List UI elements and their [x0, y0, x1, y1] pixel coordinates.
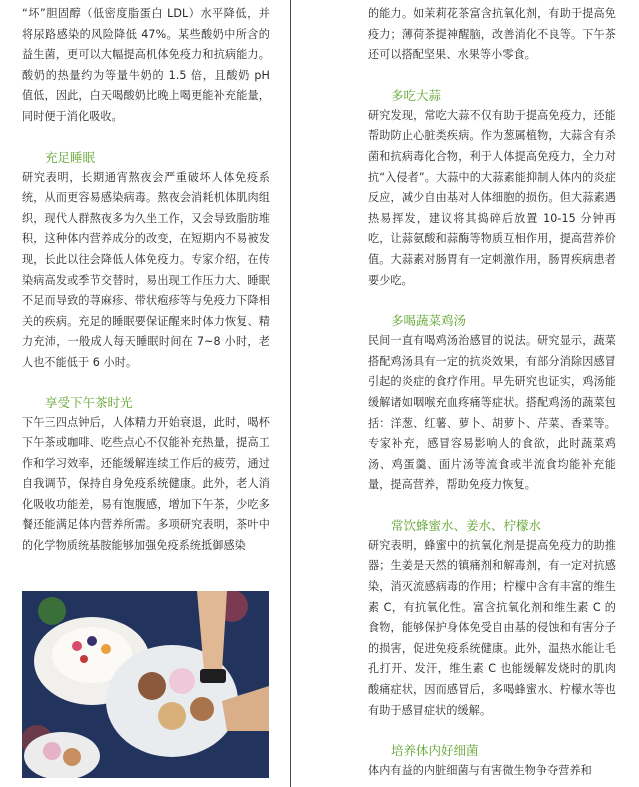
- garlic-paragraph: 研究发现，常吃大蒜不仅有助于提高免疫力，还能帮助防止心脏类疾病。作为葱属植物，大蒜含有杀菌和抗病毒化合物，利于人体提高免疫力，全力对抗“入侵者”。大蒜中的大蒜素能抑制人体内的炎症反应，减少自由基对人体细胞的损伤。但大蒜素遇热易挥发，建议将其捣碎后放置 10-15 分钟再吃，让蒜氨酸和蒜酶等物质互相作用，提高营养价值。大蒜素对肠胃有一定刺激作用，肠胃疾病患者要少吃。: [368, 108, 616, 287]
- section-heading-garlic: 多吃大蒜: [391, 87, 442, 103]
- section-heading-tea: 享受下午茶时光: [45, 394, 133, 410]
- section-heading-soup: 多喝蔬菜鸡汤: [391, 313, 467, 329]
- bacteria-paragraph: 体内有益的内脏细菌与有害微生物争夺营养和: [368, 764, 592, 778]
- left-column: [22, 0, 270, 557]
- tea-paragraph-continued: 的能力。如茉莉花茶富含抗氧化剂，有助于提高免疫力；薄荷茶提神醒脑，改善消化不良等。下午茶还可以搭配坚果、水果等小零食。: [368, 7, 616, 62]
- sleep-paragraph: 研究表明，长期通宵熬夜会严重破坏人体免疫系统，从而更容易感染病毒。熬夜会消耗机体肌肉组织，现代人群熬夜多为久坐工作，又会导致脂肪堆积，这种体内营养成分的改变，在短期内不易被发现，长此以往会降低人体免疫力。专家介绍，在传染病高发或季节交替时，易出现工作压力大、睡眠不足而导致的荨麻疹、带状疱疹等与免疫力下降相关的疾病。充足的睡眠要保证醒来时体力恢复、精力充沛，一般成人每天睡眠时间在 7~8 小时，老人也不能低于 6 小时。: [22, 170, 270, 369]
- section-heading-sleep: 充足睡眠: [45, 149, 96, 165]
- tea-paragraph: 下午三四点钟后，人体精力开始衰退，此时，喝杯下午茶或咖啡、吃些点心不仅能补充热量，提高工作和学习效率，还能缓解连续工作后的疲劳，通过自我调节，保持自身免疫系统健康。此外，老人消化吸收功能差，易有饱腹感，增加下午茶，少吃多餐还能满足体内营养所需。多项研究表明，茶叶中的化学物质统基胺能够加强免疫系统抵御感染: [22, 415, 270, 553]
- intro-paragraph: “坏”胆固醇（低密度脂蛋白 LDL）水平降低，并将尿路感染的风险降低 47%。某些酸奶中所含的益生菌，更可以大幅提高机体免疫力和抗病能力。酸奶的热量约为等量牛奶的 1.5 倍，且酸奶 pH 值低，因此，白天喝酸奶比晚上喝更能补充能量，同时便于消化吸收。: [22, 7, 270, 123]
- section-heading-drinks: 常饮蜂蜜水、姜水、柠檬水: [391, 517, 542, 533]
- column-divider: [290, 0, 291, 787]
- section-heading-bacteria: 培养体内好细菌: [391, 743, 479, 759]
- afternoon-tea-photo: [22, 591, 269, 778]
- drinks-paragraph: 研究表明，蜂蜜中的抗氧化剂是提高免疫力的助推器；生姜是天然的镇痛剂和解毒剂，有一定对抗感染，消灭流感病毒的作用；柠檬中含有丰富的维生素 C，有抗氧化性。富含抗氧化剂和维生素 C 的食物，能够保护身体免受自由基的侵蚀和有害分子的损害，促进免疫系统健康。此外，温热水能让毛孔打开、发汗，维生素 C 也能缓解发烧时的肌肉酸痛症状，因而感冒后，多喝蜂蜜水、柠檬水等也有助于感冒症状的缓解。: [368, 538, 616, 717]
- right-column: [368, 0, 616, 782]
- soup-paragraph: 民间一直有喝鸡汤治感冒的说法。研究显示，蔬菜搭配鸡汤具有一定的抗炎效果，有部分消除因感冒引起的炎症的食疗作用。早先研究也证实，鸡汤能缓解诸如咽喉充血疼痛等症状。搭配鸡汤的蔬菜包括：洋葱、红薯、萝卜、胡萝卜、芹菜、香菜等。专家补充，感冒容易影响人的食欲，此时蔬菜鸡汤、鸡蛋羹、面片汤等流食或半流食均能补充能量，提高营养，帮助免疫力恢复。: [368, 334, 616, 492]
